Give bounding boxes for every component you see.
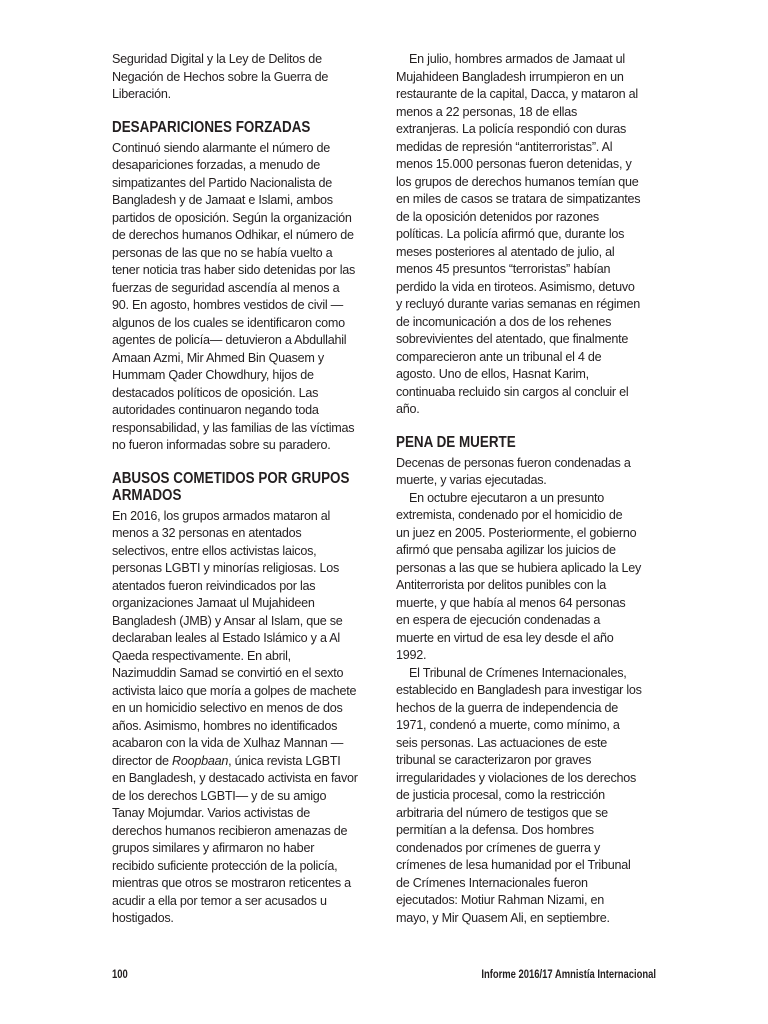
text-line: perdido la vida en tiroteos. Asimismo, detuvo <box>396 279 635 294</box>
text-line: 1992. <box>396 648 427 662</box>
left-column <box>112 51 382 928</box>
text-line: en espera de ejecución condenadas a <box>396 613 601 627</box>
text-line: menos a 32 personas en atentados <box>112 526 302 540</box>
text-line: Hummam Qader Chowdhury, hijos de <box>112 368 314 382</box>
text-line: extranjeras. La policía respondió con duras <box>396 122 627 136</box>
text-line: simpatizantes del Partido Nacionalista de <box>112 175 333 190</box>
paragraph <box>396 490 666 665</box>
text-line: menos 15.000 personas fueron detenidas, y <box>396 157 632 171</box>
text-line: autoridades continuaron negando toda <box>112 403 319 417</box>
text-line: condenados por crímenes de guerra y <box>396 840 601 855</box>
text-line: El Tribunal de Crímenes Internacionales, <box>409 665 627 680</box>
text-line: En 2016, los grupos armados mataron al <box>112 508 331 523</box>
text-line: desapariciones forzadas, a menudo de <box>112 158 321 172</box>
text-line: organizaciones Jamaat ul Mujahideen <box>112 596 315 610</box>
text-line: arbitraria del número de testigos que se <box>396 805 608 820</box>
text-line: no fueron informadas sobre su paradero. <box>112 438 331 452</box>
text-line: sobrevivientes del atentado, que finalmente <box>396 332 629 346</box>
text-line: meses posteriores al atentado de julio, al <box>396 244 615 259</box>
text-line: En julio, hombres armados de Jamaat ul <box>409 52 625 66</box>
text-line: políticas. La policía afirmó que, durante los <box>396 227 625 241</box>
text-line: Continuó siendo alarmante el número de <box>112 140 331 155</box>
text-line: año. <box>396 402 420 416</box>
section-heading <box>112 119 339 136</box>
text-line: 90. En agosto, hombres vestidos de civil — <box>112 298 344 312</box>
text-line: comparecieron ante un tribunal el 4 de <box>396 349 602 364</box>
text-line: agosto. Uno de ellos, Hasnat Karim, <box>396 367 589 381</box>
section-heading-line: DESAPARICIONES FORZADAS <box>112 118 311 136</box>
text-line: recibido suficiente protección de la policía, <box>112 858 338 873</box>
text-line: de Crímenes Internacionales fueron <box>396 875 588 890</box>
text-line: Nazimuddin Samad se convirtió en el sexto <box>112 666 344 680</box>
page-number: 100 <box>112 969 128 981</box>
text-line: menos 45 presuntos “terroristas” habían <box>396 262 611 276</box>
right-column <box>396 51 666 927</box>
text-line: extremista, condenado por el homicidio de <box>396 508 623 522</box>
text-line: restaurante de la capital, Dacca, y mataron al <box>396 87 638 101</box>
paragraph <box>396 51 666 419</box>
text-line: partidos de oposición. Según la organización <box>112 210 352 225</box>
text-line: destacados políticos de oposición. Las <box>112 385 319 400</box>
paragraph <box>396 455 666 490</box>
text-line: tribunal se caracterizaron por graves <box>396 753 592 767</box>
text-line: activista laico que moría a golpes de machete <box>112 683 357 698</box>
text-line: Mujahideen Bangladesh irrumpieron en un <box>396 69 624 84</box>
magazine-title: Roopbaan <box>172 753 229 768</box>
running-title: Informe 2016/17 Amnistía Internacional <box>481 969 656 981</box>
text-line: Liberación. <box>112 87 171 101</box>
text-line: derechos humanos recibieron amenazas de <box>112 823 348 838</box>
text-line: 1971, condenó a muerte, como mínimo, a <box>396 718 620 732</box>
text-line: afirmó que pensaba agilizar los juicios de <box>396 543 616 557</box>
text-line: acudir a ella por temor a ser acusados u <box>112 893 327 908</box>
text-line: continuaba recluido sin cargos al concluir el <box>396 384 629 399</box>
text-line: algunos de los cuales se identificaron como <box>112 315 345 330</box>
text-line: Amaan Azmi, Mir Ahmed Bin Quasem y <box>112 350 324 365</box>
paragraph <box>112 140 382 455</box>
text-line: Antiterrorista por delitos punibles con la <box>396 578 607 592</box>
text-line: selectivos, entre ellos activistas laicos, <box>112 543 317 558</box>
text-line: medidas de represión “antiterroristas”. Al <box>396 139 613 154</box>
text-line: mientras que otros se mostraron reticentes a <box>112 876 351 890</box>
text-line: y recluyó durante varias semanas en régimen <box>396 297 641 311</box>
text-line: personas LGBTI y minorías religiosas. Los <box>112 561 340 575</box>
text-line: en un homicidio selectivo en menos de dos <box>112 701 343 715</box>
text-line: de justicia procesal, como la restricción <box>396 788 605 802</box>
section-heading-line: ABUSOS COMETIDOS POR GRUPOS <box>112 469 350 487</box>
text-line: grupos similares y afirmaron no haber <box>112 841 315 855</box>
text-line: Bangladesh y de Jamaat e Islami, ambos <box>112 193 333 207</box>
text-line: un juez en 2005. Posteriormente, el gobierno <box>396 525 637 540</box>
text-line: de los derechos LGBTI— y de su amigo <box>112 788 327 803</box>
text-line: Bangladesh (JMB) y Ansar al Islam, que se <box>112 613 343 628</box>
text-line: agentes de policía— detuvieron a Abdullahil <box>112 333 347 347</box>
text-line: muerte, y varias ejecutadas. <box>396 473 547 487</box>
text-line: años. Asimismo, hombres no identificados <box>112 718 338 733</box>
text-line: de la oposición detenidos por razones <box>396 209 599 224</box>
paragraph <box>112 508 382 928</box>
text-line: personas a las que se hubiera aplicado la Ley <box>396 560 641 575</box>
text-line: hostigados. <box>112 911 174 925</box>
text-line: mayo, y Mir Quasem Ali, en septiembre. <box>396 910 610 925</box>
text-line: atentados fueron reivindicados por las <box>112 578 316 593</box>
text-line: personas de las que no se había vuelto a <box>112 245 333 260</box>
text-line: En octubre ejecutaron a un presunto <box>409 490 604 505</box>
text-line: permitían a la defensa. Dos hombres <box>396 823 594 837</box>
paragraph <box>112 51 382 104</box>
text-line: en miles de casos se tratara de simpatizantes <box>396 192 641 206</box>
text-line: declaraban leales al Estado Islámico y a Al <box>112 631 340 645</box>
section-heading <box>396 434 623 451</box>
section-heading-line: PENA DE MUERTE <box>396 433 516 451</box>
text-line: seis personas. Las actuaciones de este <box>396 735 608 750</box>
text-line: Negación de Hechos sobre la Guerra de <box>112 69 329 84</box>
text-line: muerte en virtud de esa ley desde el año <box>396 630 614 645</box>
text-line: Seguridad Digital y la Ley de Delitos de <box>112 52 322 66</box>
text-line: de derechos humanos Odhikar, el número de <box>112 228 354 242</box>
text-line: establecido en Bangladesh para investigar los <box>396 683 642 697</box>
text-line: Tanay Mojumdar. Varios activistas de <box>112 806 310 820</box>
text-line: en Bangladesh, y destacado activista en favor <box>112 771 358 785</box>
section-heading <box>112 469 350 504</box>
text-line: de incomunicación a dos de los rehenes <box>396 314 612 329</box>
text-line: muerte, y que había al menos 64 personas <box>396 595 626 610</box>
text-line: irregularidades y violaciones de los derechos <box>396 770 637 785</box>
text-line: crímenes de lesa humanidad por el Tribunal <box>396 858 631 872</box>
text-line: los grupos de derechos humanos temían que <box>396 174 639 189</box>
section-heading-line: ARMADOS <box>112 486 182 504</box>
paragraph <box>396 665 666 928</box>
text-line: responsabilidad, y las familias de las víctimas <box>112 420 355 435</box>
text-line: hechos de la guerra de independencia de <box>396 700 619 715</box>
text-line: director de Roopbaan, única revista LGBTI <box>112 753 341 768</box>
text-line: Qaeda respectivamente. En abril, <box>112 648 291 663</box>
text-line: ejecutados: Motiur Rahman Nizami, en <box>396 893 604 907</box>
text-line: fuerzas de seguridad ascendía al menos a <box>112 280 340 295</box>
text-line: acabaron con la vida de Xulhaz Mannan — <box>112 736 344 750</box>
text-line: menos a 22 personas, 18 de ellas <box>396 104 578 119</box>
text-line: tener noticia tras haber sido detenidas por las <box>112 263 356 277</box>
text-line: Decenas de personas fueron condenadas a <box>396 455 631 470</box>
